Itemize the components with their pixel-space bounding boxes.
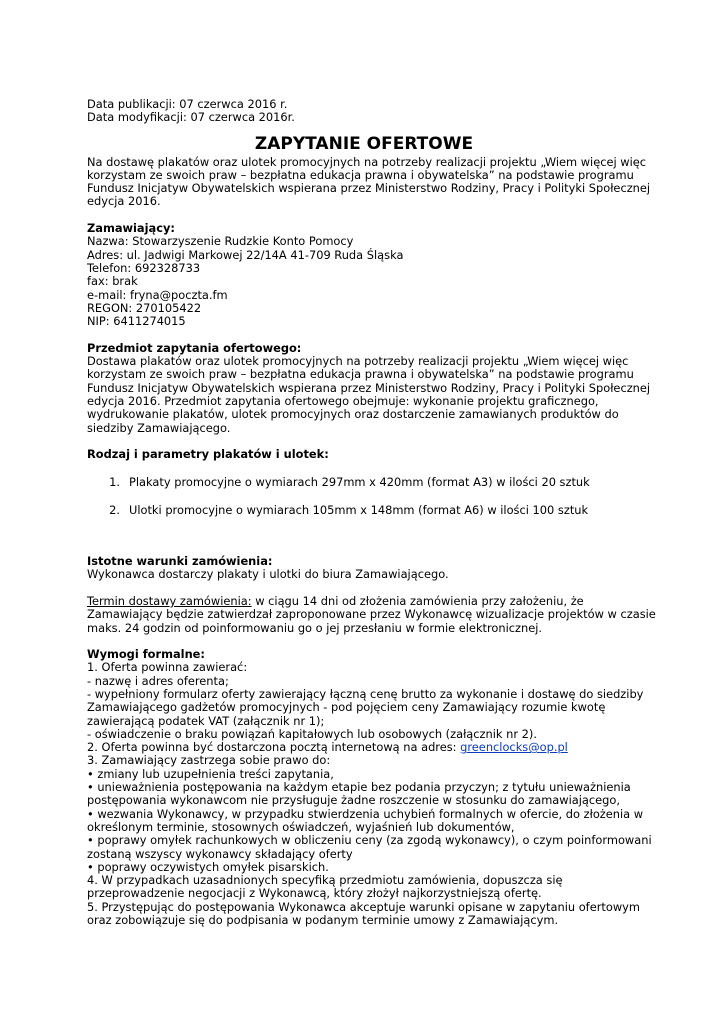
formal-line: - wypełniony formularz oferty zawierający łączną cenę brutto za wykonanie i dostawę do siedziby bbox=[87, 686, 644, 701]
list-item bbox=[87, 504, 641, 517]
formal-line: zawierającą podatek VAT (załącznik nr 1); bbox=[87, 713, 325, 728]
delivery-line bbox=[87, 595, 641, 608]
intro-line: edycja 2016. bbox=[87, 194, 161, 209]
contractor-regon: REGON: 270105422 bbox=[87, 300, 202, 315]
formal-section bbox=[87, 647, 652, 928]
publication-date: Data publikacji: 07 czerwca 2016 r. bbox=[87, 97, 288, 111]
params-section bbox=[87, 448, 641, 517]
formal-line: 5. Przystępując do postępowania Wykonawca akceptuje warunki opisane w zapytaniu ofertowym bbox=[87, 899, 640, 914]
formal-line: przeprowadzenie negocjacji z Wykonawcą, który złożył najkorzystniejszą ofertę. bbox=[87, 886, 542, 901]
formal-line: oraz zobowiązuje się do podpisania w podanym terminie umowy z Zamawiającym. bbox=[87, 913, 559, 928]
subject-line: wydrukowanie plakatów, ulotek promocyjnych oraz dostarczenie zamawianych produktów do bbox=[87, 407, 619, 422]
list-item-text: Ulotki promocyjne o wymiarach 105mm x 148mm (format A6) w ilości 100 sztuk bbox=[129, 502, 589, 517]
formal-heading: Wymogi formalne: bbox=[87, 647, 205, 662]
subject-line: Dostawa plakatów oraz ulotek promocyjnych na potrzeby realizacji projektu „Wiem więcej więc bbox=[87, 354, 629, 369]
formal-email-line bbox=[87, 741, 641, 754]
delivery-label: Termin dostawy zamówienia: bbox=[87, 593, 252, 608]
conditions-section bbox=[87, 554, 656, 635]
formal-line: • poprawy omyłek rachunkowych w obliczeniu ceny (za zgodą wykonawcy), o czym poinformowani bbox=[87, 833, 652, 848]
formal-line: 4. W przypadkach uzasadnionych specyfiką przedmiotu zamówienia, dopuszcza się bbox=[87, 873, 563, 888]
list-item-number: 2. bbox=[109, 502, 120, 517]
modification-date: Data modyfikacji: 07 czerwca 2016r. bbox=[87, 110, 295, 125]
formal-line: • poprawy oczywistych omyłek pisarskich. bbox=[87, 859, 329, 874]
list-item bbox=[87, 476, 641, 489]
conditions-heading: Istotne warunki zamówienia: bbox=[87, 554, 273, 569]
contractor-heading: Zamawiający: bbox=[87, 221, 175, 236]
contractor-address: Adres: ul. Jadwigi Markowej 22/14A 41-709 Ruda Śląska bbox=[87, 247, 404, 262]
params-list bbox=[87, 476, 641, 517]
formal-line: 1. Oferta powinna zawierać: bbox=[87, 660, 248, 675]
contractor-phone: Telefon: 692328733 bbox=[87, 260, 201, 275]
params-heading: Rodzaj i parametry plakatów i ulotek: bbox=[87, 447, 329, 462]
formal-line: • zmiany lub uzupełnienia treści zapytania, bbox=[87, 766, 334, 781]
contractor-fax: fax: brak bbox=[87, 274, 138, 289]
formal-line: zostaną wszyscy wykonawcy składający oferty bbox=[87, 846, 353, 861]
delivery-line: Zamawiający będzie zatwierdzał zaproponowane przez Wykonawcę wizualizacje projektów w czasie bbox=[87, 607, 656, 622]
formal-line: - oświadczenie o braku powiązań kapitałowych lub osobowych (załącznik nr 2). bbox=[87, 726, 537, 741]
formal-line: Zamawiającego gadżetów promocyjnych - pod pojęciem ceny Zamawiający rozumie kwotę bbox=[87, 700, 606, 715]
list-item-text: Plakaty promocyjne o wymiarach 297mm x 420mm (format A3) w ilości 20 sztuk bbox=[129, 475, 590, 490]
formal-line: postępowania wykonawcom nie przysługuje żadne roszczenie w stosunku do zamawiającego, bbox=[87, 793, 620, 808]
subject-heading: Przedmiot zapytania ofertowego: bbox=[87, 340, 302, 355]
formal-line: określonym terminie, stosownych oświadczeń, wyjaśnień lub dokumentów, bbox=[87, 819, 515, 834]
delivery-line: maks. 24 godzin od poinformowaniu go o jej przesłaniu w formie elektronicznej. bbox=[87, 620, 543, 635]
intro-line: Fundusz Inicjatyw Obywatelskich wspierana przez Ministerstwo Rodziny, Pracy i Polityki Społecznej bbox=[87, 181, 651, 196]
list-item-number: 1. bbox=[109, 475, 120, 490]
subject-line: siedziby Zamawiającego. bbox=[87, 420, 231, 435]
formal-email-prefix: 2. Oferta powinna być dostarczona pocztą internetową na adres: bbox=[87, 740, 461, 755]
subject-section bbox=[87, 340, 651, 435]
intro-paragraph bbox=[87, 154, 651, 209]
formal-line: - nazwę i adres oferenta; bbox=[87, 673, 229, 688]
email-link[interactable]: greenclocks@op.pl bbox=[460, 740, 568, 755]
document-title: ZAPYTANIE OFERTOWE bbox=[254, 133, 474, 154]
conditions-line: Wykonawca dostarczy plakaty i ulotki do biura Zamawiającego. bbox=[87, 567, 449, 582]
subject-line: edycja 2016. Przedmiot zapytania ofertowego obejmuje: wykonanie projektu graficznego, bbox=[87, 393, 599, 408]
intro-line: Na dostawę plakatów oraz ulotek promocyjnych na potrzeby realizacji projektu „Wiem więcej więc bbox=[87, 154, 647, 169]
contractor-email: e-mail: fryna@poczta.fm bbox=[87, 287, 228, 302]
contractor-name: Nazwa: Stowarzyszenie Rudzkie Konto Pomocy bbox=[87, 234, 354, 249]
subject-line: Fundusz Inicjatyw Obywatelskich wspierana przez Ministerstwo Rodziny, Pracy i Polityki Społecznej bbox=[87, 380, 651, 395]
delivery-text: w ciągu 14 dni od złożenia zamówienia przy założeniu, że bbox=[251, 593, 584, 608]
formal-line: • unieważnienia postępowania na każdym etapie bez podania przyczyn; z tytułu unieważnienia bbox=[87, 780, 631, 795]
formal-line: • wezwania Wykonawcy, w przypadku stwierdzenia uchybień formalnych w ofercie, do złożenia w bbox=[87, 806, 644, 821]
formal-line: 3. Zamawiający zastrzega sobie prawo do: bbox=[87, 753, 331, 768]
intro-line: korzystam ze swoich praw – bezpłatna edukacja prawna i obywatelska” na podstawie programu bbox=[87, 167, 634, 182]
contractor-nip: NIP: 6411274015 bbox=[87, 314, 186, 329]
subject-line: korzystam ze swoich praw – bezpłatna edukacja prawna i obywatelska” na podstawie programu bbox=[87, 367, 634, 382]
contractor-section bbox=[87, 222, 641, 328]
